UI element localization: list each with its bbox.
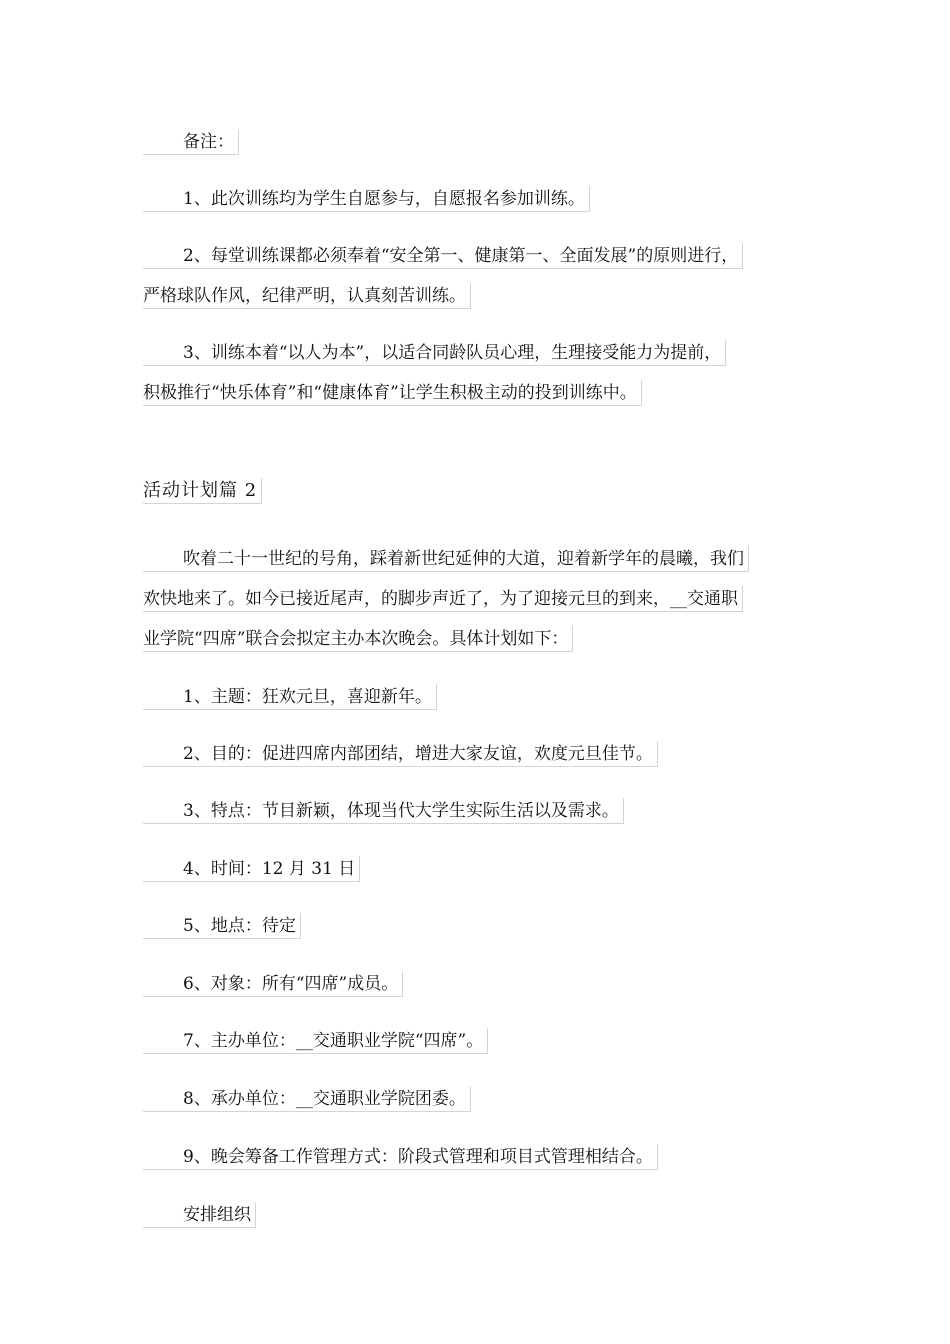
subheading-arrangement: 安排组织 — [143, 1202, 256, 1228]
note-item-3-line-2: 积极推行“快乐体育”和“健康体育”让学生积极主动的投到训练中。 — [143, 380, 642, 406]
plan-item-3: 3、特点：节目新颖，体现当代大学生实际生活以及需求。 — [143, 798, 624, 824]
note-item-2-line-1: 2、每堂训练课都必须奉着“安全第一、健康第一、全面发展”的原则进行， — [143, 243, 743, 269]
plan-item-1: 1、主题：狂欢元旦，喜迎新年。 — [143, 684, 437, 710]
plan-item-2: 2、目的：促进四席内部团结，增进大家友谊，欢度元旦佳节。 — [143, 741, 658, 767]
plan-item-8: 8、承办单位：__交通职业学院团委。 — [143, 1086, 471, 1112]
plan-item-6: 6、对象：所有“四席”成员。 — [143, 971, 403, 997]
note-item-2-line-2: 严格球队作风，纪律严明，认真刻苦训练。 — [143, 283, 471, 309]
plan-item-5: 5、地点：待定 — [143, 913, 301, 939]
intro-line-2: 欢快地来了。如今已接近尾声，的脚步声近了，为了迎接元旦的到来，__交通职 — [143, 586, 743, 612]
plan-item-9: 9、晚会筹备工作管理方式：阶段式管理和项目式管理相结合。 — [143, 1144, 658, 1170]
intro-line-1: 吹着二十一世纪的号角，踩着新世纪延伸的大道，迎着新学年的晨曦，我们 — [143, 546, 749, 572]
intro-line-3: 业学院“四席”联合会拟定主办本次晚会。具体计划如下： — [143, 626, 573, 652]
plan-item-4: 4、时间：12 月 31 日 — [143, 856, 360, 882]
section-title: 活动计划篇 2 — [143, 478, 262, 504]
note-item-1: 1、此次训练均为学生自愿参与，自愿报名参加训练。 — [143, 186, 590, 212]
note-label: 备注： — [143, 129, 239, 155]
note-item-3-line-1: 3、训练本着“以人为本”，以适合同龄队员心理，生理接受能力为提前， — [143, 340, 726, 366]
plan-item-7: 7、主办单位：__交通职业学院“四席”。 — [143, 1028, 488, 1054]
